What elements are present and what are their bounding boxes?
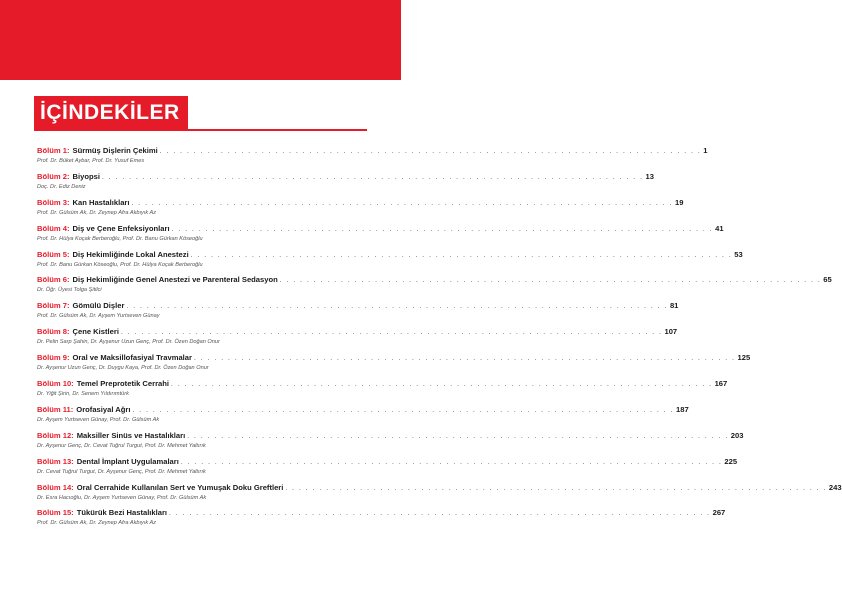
chapter-authors: Prof. Dr. Gülsüm Ak, Dr. Ayşem Yurtseven Günay [37,313,160,320]
chapter-authors: Dr. Pelin Sarp Şahin, Dr. Ayşenur Uzun Genç, Prof. Dr. Özen Doğan Onur [37,339,220,346]
heading-underline [34,129,367,131]
page-number: 225 [724,456,738,466]
chapter-title: Temel Preprotetik Cerrahi [76,379,170,389]
chapter-title: Çene Kistleri [72,327,119,337]
toc-entry-line [37,326,678,338]
dot-leader: . . . . . . . . . . . . . . . . . . . . . . . . . . . . . . . . . . . . . . . . . . . . . . . . . . . . . . . . . . . . . . . . . . . . . . . . . . . . . . . . [285,484,827,492]
header-band [0,0,401,80]
toc-entry-line [37,171,654,183]
toc-heading-block [34,96,367,131]
chapter-authors: Prof. Dr. Büket Aybar, Prof. Dr. Yusuf Emes [37,158,145,164]
page-number: 41 [715,223,724,233]
dot-leader: . . . . . . . . . . . . . . . . . . . . . . . . . . . . . . . . . . . . . . . . . . . . . . . . . . . . . . . . . . . . . . . . . . . . . . . . . . . . . . . . [120,329,663,337]
dot-leader: . . . . . . . . . . . . . . . . . . . . . . . . . . . . . . . . . . . . . . . . . . . . . . . . . . . . . . . . . . . . . . . . . . . . . . . . . . . . . . . . [279,277,822,285]
chapter-number: Bölüm 10: [37,379,74,389]
dot-leader: . . . . . . . . . . . . . . . . . . . . . . . . . . . . . . . . . . . . . . . . . . . . . . . . . . . . . . . . . . . . . . . . . . . . . . . . . . . . . . . . [169,510,711,518]
dot-leader: . . . . . . . . . . . . . . . . . . . . . . . . . . . . . . . . . . . . . . . . . . . . . . . . . . . . . . . . . . . . . . . . . . . . . . . . . . . . . . . . [132,406,675,414]
toc-entry[interactable] [37,197,684,223]
dot-leader: . . . . . . . . . . . . . . . . . . . . . . . . . . . . . . . . . . . . . . . . . . . . . . . . . . . . . . . . . . . . . . . . . . . . . . . . . . . . . . . . [171,381,713,389]
toc-entry[interactable] [37,249,743,275]
page-number: 167 [714,379,728,389]
chapter-number: Bölüm 13: [37,456,74,466]
toc-entry[interactable] [37,326,678,352]
toc-entry-line [37,404,689,416]
chapter-number: Bölüm 6: [37,275,70,285]
dot-leader: . . . . . . . . . . . . . . . . . . . . . . . . . . . . . . . . . . . . . . . . . . . . . . . . . . . . . . . . . . . . . . . . . . . . . . . . . . . . . . . . [180,458,723,466]
toc-entry[interactable] [37,456,738,482]
toc-entry[interactable] [37,145,708,171]
chapter-authors: Dr. Cevat Tuğrul Turgut, Dr. Ayşenur Genç, Prof. Dr. Mehmet Yaltırık [37,468,206,475]
chapter-authors: Prof. Dr. Hülya Koçak Berberoğlu, Prof. Dr. Banu Gürkan Köseoğlu [37,235,203,242]
chapter-number: Bölüm 1: [37,146,70,155]
toc-entry[interactable] [37,482,842,508]
page-number: 187 [676,404,689,414]
chapter-authors: Dr. Öğr. Üyesi Tolga Şitilci [37,287,102,294]
chapter-title: Diş Hekimliğinde Genel Anestezi ve Parenteral Sedasyon [72,275,278,285]
chapter-authors: Dr. Esra Hacıoğlu, Dr. Ayşem Yurtseven Günay, Prof. Dr. Gülsüm Ak [37,494,207,501]
toc-entry[interactable] [37,300,679,326]
chapter-authors: Prof. Dr. Banu Gürkan Köseoğlu, Prof. Dr. Hülya Koçak Berberoğlu [37,261,203,268]
chapter-title: Oral Cerrahide Kullanılan Sert ve Yumuşak Doku Greftleri [76,482,284,492]
chapter-authors: Dr. Ayşem Yurtseven Günay, Prof. Dr. Gülsüm Ak [37,416,160,423]
page-number: 267 [712,508,726,518]
toc-entry[interactable] [37,404,689,430]
dot-leader: . . . . . . . . . . . . . . . . . . . . . . . . . . . . . . . . . . . . . . . . . . . . . . . . . . . . . . . . . . . . . . . . . . . . . . . . . . . . . . . . [101,173,644,181]
toc-entry[interactable] [37,430,744,456]
page-number: 243 [828,482,842,492]
toc-entry[interactable] [37,223,724,249]
chapter-authors: Dr. Ayşenur Uzun Genç, Dr. Duygu Kaya, Prof. Dr. Özen Doğan Onur [37,365,209,372]
dot-leader: . . . . . . . . . . . . . . . . . . . . . . . . . . . . . . . . . . . . . . . . . . . . . . . . . . . . . . . . . . . . . . . . . . . . . . . . . . . . . . . . [159,148,702,155]
chapter-number: Bölüm 2: [37,171,70,181]
page-number: 53 [734,249,743,259]
toc-entry-line [37,352,751,364]
chapter-number: Bölüm 12: [37,430,74,440]
toc-entry-line [37,507,726,519]
page-number: 19 [675,197,684,207]
page-number: 107 [664,327,678,337]
toc-entry-line [37,482,842,494]
chapter-title: Dental İmplant Uygulamaları [76,456,179,466]
chapter-authors: Prof. Dr. Gülsüm Ak, Dr. Zeynep Afra Akbıyık Az [37,520,157,527]
dot-leader: . . . . . . . . . . . . . . . . . . . . . . . . . . . . . . . . . . . . . . . . . . . . . . . . . . . . . . . . . . . . . . . . . . . . . . . . . . . . . . . . [187,432,729,440]
chapter-number: Bölüm 8: [37,327,70,337]
toc-entry-line [37,430,744,442]
toc-entry-line [37,456,738,468]
page-number: 13 [645,171,654,181]
chapter-number: Bölüm 9: [37,353,70,363]
chapter-authors: Doç. Dr. Ediz Deniz [37,183,86,190]
chapter-number: Bölüm 15: [37,508,74,518]
toc-entry-line [37,223,724,235]
page-number: 203 [730,430,744,440]
chapter-authors: Prof. Dr. Gülsüm Ak, Dr. Zeynep Afra Akbıyık Az [37,209,157,216]
chapter-title: Sürmüş Dişlerin Çekimi [72,146,158,155]
dot-leader: . . . . . . . . . . . . . . . . . . . . . . . . . . . . . . . . . . . . . . . . . . . . . . . . . . . . . . . . . . . . . . . . . . . . . . . . . . . . . . . . [193,355,736,363]
toc-entry[interactable] [37,171,654,197]
toc-entry-line [37,145,708,157]
chapter-number: Bölüm 4: [37,223,70,233]
chapter-number: Bölüm 5: [37,249,70,259]
chapter-title: Tükürük Bezi Hastalıkları [76,508,168,518]
page-number: 65 [823,275,832,285]
chapter-title: Orofasiyal Ağrı [76,404,131,414]
chapter-title: Maksiller Sinüs ve Hastalıkları [76,430,186,440]
toc-entry-line [37,274,832,286]
chapter-title: Diş Hekimliğinde Lokal Anestezi [72,249,189,259]
chapter-number: Bölüm 7: [37,301,70,311]
chapter-title: Oral ve Maksillofasiyal Travmalar [72,353,192,363]
toc-entry-line [37,300,679,312]
page-number: 125 [737,353,751,363]
toc-entry-line [37,249,743,261]
chapter-title: Kan Hastalıkları [72,197,130,207]
dot-leader: . . . . . . . . . . . . . . . . . . . . . . . . . . . . . . . . . . . . . . . . . . . . . . . . . . . . . . . . . . . . . . . . . . . . . . . . . . . . . . . . [126,303,668,311]
chapter-title: Gömülü Dişler [72,301,125,311]
toc-entry-line [37,378,728,390]
dot-leader: . . . . . . . . . . . . . . . . . . . . . . . . . . . . . . . . . . . . . . . . . . . . . . . . . . . . . . . . . . . . . . . . . . . . . . . . . . . . . . . . [131,199,674,207]
page-number: 81 [669,301,679,311]
toc-entry-line [37,197,684,209]
toc-entry[interactable] [37,352,751,378]
page-title: İÇİNDEKİLER [34,96,188,129]
dot-leader: . . . . . . . . . . . . . . . . . . . . . . . . . . . . . . . . . . . . . . . . . . . . . . . . . . . . . . . . . . . . . . . . . . . . . . . . . . . . . . . . [190,251,733,259]
toc-entry[interactable] [37,274,832,300]
chapter-authors: Dr. Ayşenur Genç, Dr. Cevat Tuğrul Turgut, Prof. Dr. Mehmet Yaltırık [37,442,206,449]
chapter-number: Bölüm 11: [37,404,74,414]
chapter-title: Biyopsi [72,171,100,181]
page-number: 1 [703,146,708,155]
toc-entry[interactable] [37,378,728,404]
chapter-number: Bölüm 3: [37,197,70,207]
chapter-authors: Dr. Yiğit Şirin, Dr. Senem Yıldırımtürk [37,391,129,398]
toc-entry[interactable] [37,507,726,533]
chapter-number: Bölüm 14: [37,482,74,492]
table-of-contents [37,145,842,533]
dot-leader: . . . . . . . . . . . . . . . . . . . . . . . . . . . . . . . . . . . . . . . . . . . . . . . . . . . . . . . . . . . . . . . . . . . . . . . . . . . . . . . . [171,225,714,233]
chapter-title: Diş ve Çene Enfeksiyonları [72,223,170,233]
